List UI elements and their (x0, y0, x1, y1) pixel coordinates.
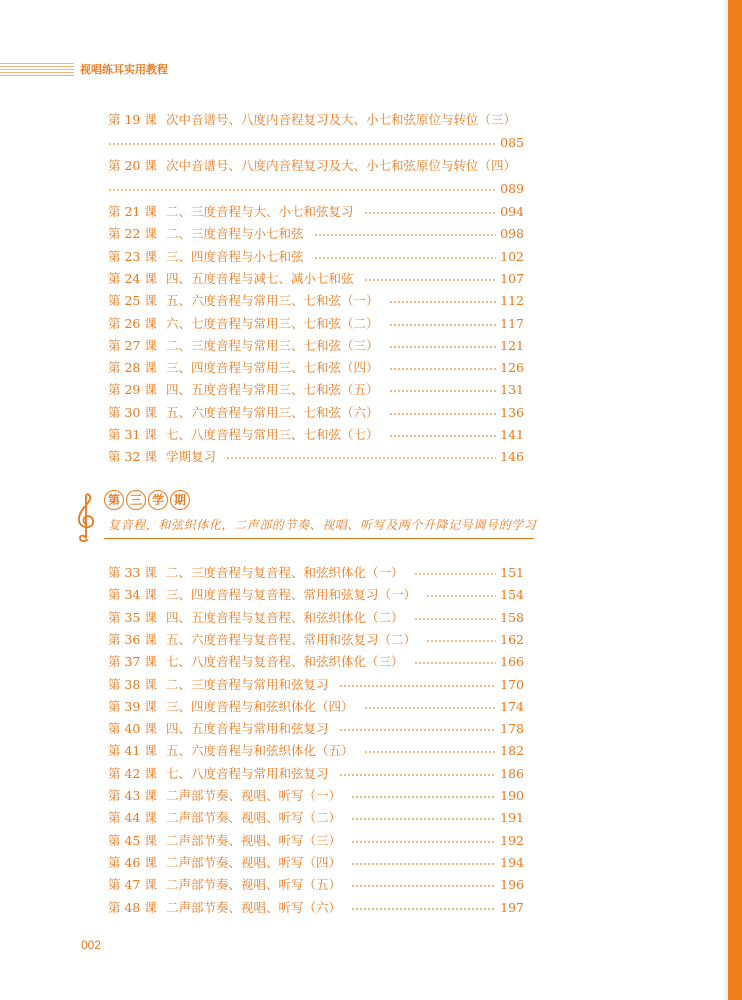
dot-leader (351, 841, 496, 843)
page-ref: 162 (500, 631, 524, 647)
dot-leader (351, 818, 496, 820)
page-ref: 126 (500, 360, 524, 376)
page-ref: 121 (500, 337, 524, 353)
section-subtitle: 复音程，和弦织体化，二声部的节奏、视唱、听写及两个升降记号调号的学习 (108, 518, 537, 532)
lesson-title: 学期复习 (166, 449, 217, 465)
page-ref: 089 (500, 181, 524, 196)
lesson-title: 五、六度音程与常用三、七和弦（六） (166, 404, 379, 420)
dot-leader (389, 301, 496, 303)
dot-leader (339, 685, 496, 687)
toc-entry (108, 675, 524, 695)
page-ref: 154 (500, 587, 524, 603)
page-ref: 102 (500, 248, 524, 264)
lesson-title: 二声部节奏、视唱、听写（二） (166, 810, 342, 826)
dot-leader (314, 234, 496, 236)
toc-entry (108, 380, 524, 400)
dot-leader (314, 257, 496, 259)
section-title-char: 学 (148, 490, 168, 510)
lesson-title: 二声部节奏、视唱、听写（四） (166, 854, 342, 870)
dot-leader (108, 189, 496, 191)
lesson-title: 二、三度音程与小七和弦 (166, 226, 304, 242)
lesson-number: 第 45 课 (108, 832, 157, 848)
toc-entry (108, 808, 524, 828)
page-ref: 191 (500, 810, 524, 826)
dot-leader (351, 908, 496, 910)
lesson-title: 二声部节奏、视唱、听写（一） (166, 788, 342, 803)
lesson-title: 七、八度音程与常用和弦复习 (166, 765, 329, 781)
lesson-number: 第 30 课 (108, 404, 157, 420)
page-ref: 197 (500, 899, 524, 915)
dot-leader (426, 595, 496, 597)
lesson-title: 二、三度音程与大、小七和弦复习 (166, 204, 354, 219)
section-title-char: 三 (126, 490, 146, 510)
lesson-number: 第 22 课 (108, 226, 157, 242)
dot-leader (389, 368, 496, 370)
lesson-number: 第 19 课 (108, 112, 157, 127)
dot-leader (351, 796, 496, 798)
toc-entry (108, 608, 524, 628)
section-divider (104, 538, 534, 539)
lesson-number: 第 28 课 (108, 360, 157, 376)
section-heading (74, 488, 537, 546)
page-ref: 085 (500, 135, 524, 150)
lesson-number: 第 32 课 (108, 449, 157, 465)
lesson-title: 五、六度音程与和弦织体化（五） (166, 743, 354, 759)
page-ref: 174 (500, 698, 524, 714)
lesson-number: 第 40 课 (108, 721, 157, 737)
lesson-title: 二声部节奏、视唱、听写（六） (166, 899, 342, 915)
section-title-char: 第 (104, 490, 124, 510)
lesson-title: 三、四度音程与小七和弦 (166, 248, 304, 264)
toc-entry (108, 336, 524, 356)
lesson-title: 五、六度音程与常用三、七和弦（一） (166, 293, 379, 309)
toc-entry (108, 875, 524, 895)
dot-leader (364, 707, 496, 709)
lesson-number: 第 27 课 (108, 337, 157, 353)
toc-entry (108, 224, 524, 244)
page-ref: 182 (500, 743, 524, 759)
lesson-number: 第 48 课 (108, 899, 157, 915)
toc-entry (108, 853, 524, 873)
toc-entry (108, 786, 524, 806)
toc-entry-continuation (108, 133, 524, 153)
page-ref: 141 (500, 427, 524, 442)
lesson-number: 第 36 课 (108, 631, 157, 647)
page-ref: 166 (500, 654, 524, 670)
page-ref: 196 (500, 877, 524, 893)
lesson-number: 第 21 课 (108, 204, 157, 219)
page-ref: 117 (500, 315, 524, 331)
toc-entry (108, 741, 524, 761)
treble-clef-icon (74, 492, 98, 544)
page-ref: 192 (500, 832, 524, 848)
lesson-number: 第 39 课 (108, 698, 157, 714)
page-ref: 186 (500, 765, 524, 781)
lesson-number: 第 47 课 (108, 877, 157, 893)
lesson-number: 第 44 课 (108, 810, 157, 826)
toc-entry (108, 247, 524, 267)
toc-entry (108, 314, 524, 334)
lesson-number: 第 23 课 (108, 248, 157, 264)
toc-entry (108, 291, 524, 311)
toc-entry (108, 156, 524, 176)
dot-leader (389, 324, 496, 326)
dot-leader (414, 573, 496, 575)
toc-entry-continuation (108, 179, 524, 199)
dot-leader (426, 640, 496, 642)
page-ref: 194 (500, 854, 524, 870)
dot-leader (226, 457, 496, 459)
dot-leader (389, 346, 496, 348)
lesson-number: 第 37 课 (108, 654, 157, 670)
toc-entry (108, 898, 524, 918)
lesson-title: 二声部节奏、视唱、听写（五） (166, 877, 342, 893)
lesson-title: 四、五度音程与常用三、七和弦（五） (166, 382, 379, 398)
toc-entry (108, 202, 524, 222)
lesson-number: 第 25 课 (108, 293, 157, 309)
lesson-number: 第 35 课 (108, 609, 157, 625)
page-ref: 131 (500, 382, 524, 398)
page-ref: 098 (500, 226, 524, 242)
page-ref: 112 (500, 293, 524, 309)
toc-entry (108, 764, 524, 784)
dot-leader (389, 390, 496, 392)
lesson-title: 二、三度音程与复音程、和弦织体化（一） (166, 565, 404, 580)
lesson-title: 四、五度音程与常用和弦复习 (166, 721, 329, 737)
toc-entry (108, 652, 524, 672)
lesson-title: 二声部节奏、视唱、听写（三） (166, 832, 342, 848)
dot-leader (414, 618, 496, 620)
toc-entry (108, 831, 524, 851)
lesson-title: 三、四度音程与和弦织体化（四） (166, 698, 354, 714)
page-ref: 151 (500, 565, 524, 580)
section-title-char: 期 (170, 490, 190, 510)
lesson-title: 四、五度音程与减七、减小七和弦 (166, 270, 354, 286)
lesson-title: 三、四度音程与复音程、常用和弦复习（一） (166, 587, 417, 603)
dot-leader (339, 729, 496, 731)
lesson-title: 四、五度音程与复音程、和弦织体化（二） (166, 609, 404, 625)
toc-entry (108, 719, 524, 739)
lesson-number: 第 33 课 (108, 565, 157, 580)
dot-leader (351, 863, 496, 865)
lesson-number: 第 41 课 (108, 743, 157, 759)
lesson-title: 六、七度音程与常用三、七和弦（二） (166, 315, 379, 331)
lesson-title: 次中音谱号、八度内音程复习及大、小七和弦原位与转位（三） (166, 112, 517, 127)
page-ref: 136 (500, 404, 524, 420)
dot-leader (389, 413, 496, 415)
dot-leader (414, 662, 496, 664)
lesson-number: 第 34 课 (108, 587, 157, 603)
lesson-title: 次中音谱号、八度内音程复习及大、小七和弦原位与转位（四） (166, 158, 517, 173)
lesson-number: 第 20 课 (108, 158, 157, 173)
dot-leader (389, 435, 496, 437)
lesson-number: 第 29 课 (108, 382, 157, 398)
lesson-title: 七、八度音程与常用三、七和弦（七） (166, 427, 379, 442)
lesson-number: 第 31 课 (108, 427, 157, 442)
toc-entry (108, 447, 524, 467)
toc-entry (108, 630, 524, 650)
page-ref: 094 (500, 204, 524, 219)
page-ref: 107 (500, 270, 524, 286)
page-ref: 178 (500, 721, 524, 737)
page-ref: 190 (500, 788, 524, 803)
dot-leader (108, 143, 496, 145)
dot-leader (339, 774, 496, 776)
toc-entry (108, 585, 524, 605)
page-ref: 158 (500, 609, 524, 625)
lesson-number: 第 38 课 (108, 676, 157, 692)
lesson-title: 七、八度音程与复音程、和弦织体化（三） (166, 654, 404, 670)
page-number: 002 (81, 938, 102, 952)
dot-leader (351, 885, 496, 887)
toc-entry (108, 358, 524, 378)
lesson-number: 第 43 课 (108, 788, 157, 803)
toc-entry (108, 110, 524, 130)
dot-leader (364, 212, 496, 214)
page-ref: 170 (500, 676, 524, 692)
lesson-number: 第 26 课 (108, 315, 157, 331)
lesson-number: 第 24 课 (108, 270, 157, 286)
dot-leader (364, 751, 496, 753)
lesson-number: 第 46 课 (108, 854, 157, 870)
lesson-title: 二、三度音程与常用和弦复习 (166, 676, 329, 692)
lesson-title: 三、四度音程与常用三、七和弦（四） (166, 360, 379, 376)
dot-leader (364, 279, 496, 281)
lesson-title: 五、六度音程与复音程、常用和弦复习（二） (166, 631, 417, 647)
toc-entry (108, 697, 524, 717)
running-header-title: 视唱练耳实用教程 (80, 63, 168, 76)
toc-entry (108, 563, 524, 583)
toc-entry (108, 425, 524, 445)
page-ref: 146 (500, 449, 524, 465)
toc-entry (108, 269, 524, 289)
toc-entry (108, 403, 524, 423)
lesson-title: 二、三度音程与常用三、七和弦（三） (166, 337, 379, 353)
lesson-number: 第 42 课 (108, 765, 157, 781)
